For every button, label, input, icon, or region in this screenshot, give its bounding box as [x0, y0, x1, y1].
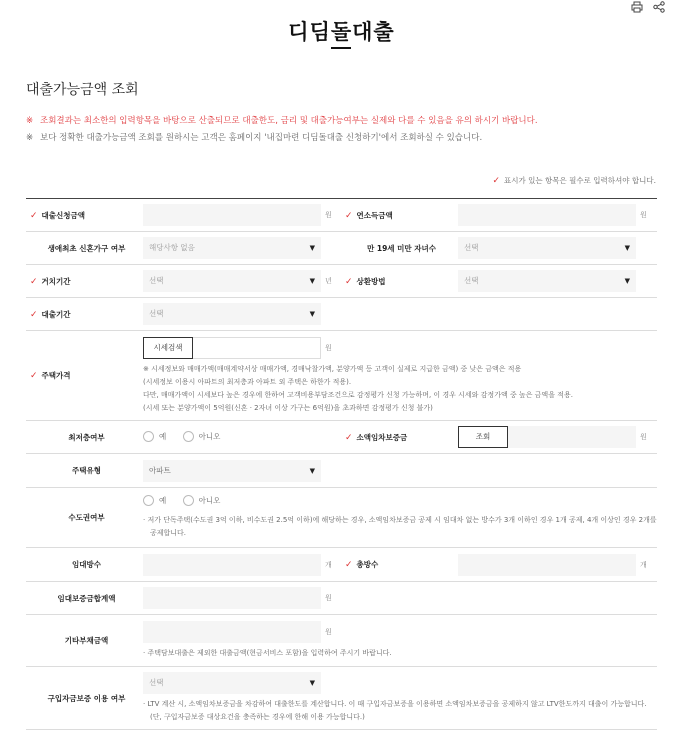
dropdown-arrow-icon: ▼ [309, 310, 315, 318]
loan-form-table: ✓ 대출신청금액 원 ✓ 연소득금액 원 생애최초 신혼가구 여부 해당사항 없음 ▼ 만 19세 미만 자녀수 선택 ▼ ✓ 거치기간 선택 ▼ 년 ✓ 상환방법 선택 ▼ ✓ 대출기간 선택 ▼ ✓ 주택가격 시세검색 원 ※ 시세정보와 매매가액(매매계약서상 매매가액, 경매낙찰가액, 분양가액 등 고객이 실제로 지급한 금액) 중 낮은 금액은 적용 (시세정보 이용시 아파트의 최저층과 아파트 외 주택은 하한가 적용). 다만, 매매가액이 시세보다 높은 경우에 한하여 고객비용부담조건으로 감정평가 신청 가능하며, 이 경우 시세와 감정가액 중 높은 금액을 적용. (시세 또는 분양가액이 5억원(신혼 · 2자녀 이상 가구는 6억원)을 초과하면 감정평가 신청 불가) 최저층여부 예 아니오 ✓ 소액임차보증금 조회 원 주택유형 아파트 ▼ 수도권여부 예 아니오 · 저가 단독주택(수도권 3억 이하, 비수도권 2.5억 이하)에 해당하는 경우, 소액임차보증금 공제 시 임대차 없는 방수가 3개 이하인 경우 1개 공제, 4개 이상인 경우 2개를 공제합니다. 임대방수 개 ✓ 총방수 개 임대보증금합계액 원 기타부채금액 원 · 주택담보대출은 제외한 대출금액(현금서비스 포함)을 입력하여 주시기 바랍니다. 구입자금보증 이용 여부 선택 ▼ · LTV 계산 시, 소액임차보증금을 차감하여 대출한도를 계산합니다. 이 때 구입자금보증을 이용하면 소액임차보증금을 공제하지 않고 LTV한도까지 대출이 가능합니다. (단, 구입자금보증 대상요건을 충족하는 경우에 한해 이용 가능합니다.) [26, 198, 657, 730]
annual-income-input[interactable] [458, 204, 636, 226]
loan-period-select[interactable]: 선택 ▼ [143, 303, 321, 325]
annual-income-label: ✓ 연소득금액 [341, 199, 458, 232]
required-check-icon: ✓ [30, 309, 38, 320]
house-price-label: ✓ 주택가격 [26, 331, 143, 421]
first-home-label: 생애최초 신혼가구 여부 [26, 232, 143, 265]
check-icon: ✓ [492, 176, 501, 186]
loan-amount-label: ✓ 대출신청금액 [26, 199, 143, 232]
other-debt-desc: · 주택담보대출은 제외한 대출금액(현금서비스 포함)을 입력하여 주시기 바랍니다. [143, 649, 392, 657]
house-type-select[interactable]: 아파트 ▼ [143, 460, 321, 482]
print-icon[interactable] [631, 1, 643, 13]
price-search-button[interactable]: 시세검색 [143, 337, 193, 359]
required-check-icon: ✓ [30, 371, 38, 381]
required-check-icon: ✓ [345, 432, 353, 443]
rent-rooms-input[interactable] [143, 554, 321, 576]
capital-area-label: 수도권여부 [26, 488, 143, 548]
lowest-floor-yes-radio[interactable]: 예 [143, 431, 166, 442]
lowest-floor-label: 최저층여부 [26, 421, 143, 454]
dropdown-arrow-icon: ▼ [309, 466, 315, 475]
capital-area-desc: · 저가 단독주택(수도권 3억 이하, 비수도권 2.5억 이하)에 해당하는 경우, 소액임차보증금 공제 시 임대차 없는 방수가 3개 이하인 경우 1개 공제, 4개 이상인 경우 2개를 공제합니다. [143, 516, 657, 537]
rent-rooms-label: 임대방수 [26, 548, 143, 582]
required-check-icon: ✓ [345, 560, 353, 570]
loan-period-label: ✓ 대출기간 [26, 298, 143, 331]
small-deposit-input[interactable] [508, 426, 636, 448]
page-title: 디딤돌대출 [288, 20, 395, 44]
total-rooms-input[interactable] [458, 554, 636, 576]
notice-item: ※ 보다 정확한 대출가능금액 조회를 원하시는 고객은 홈페이지 '내집마련 디딤돌대출 신청하기'에서 조회하실 수 있습니다. [26, 133, 483, 143]
total-rooms-label: ✓ 총방수 [341, 548, 458, 582]
dropdown-arrow-icon: ▼ [309, 277, 315, 285]
dropdown-arrow-icon: ▼ [309, 244, 315, 252]
dropdown-arrow-icon: ▼ [624, 244, 630, 252]
other-debt-label: 기타부채금액 [26, 615, 143, 667]
section-title: 대출가능금액 조회 [26, 82, 139, 98]
small-deposit-lookup-button[interactable]: 조회 [458, 426, 508, 448]
notice-item: ※ 조회결과는 최소한의 입력항목을 바탕으로 산출되므로 대출한도, 금리 및 대출가능여부는 실제와 다를 수 있음을 유의 하시기 바랍니다. [26, 116, 538, 126]
rent-deposit-total-input[interactable] [143, 587, 321, 609]
title-underline [331, 47, 351, 49]
notice-list [26, 113, 538, 147]
dropdown-arrow-icon: ▼ [624, 277, 630, 285]
purchase-guarantee-label: 구입자금보증 이용 여부 [26, 667, 143, 730]
first-home-select[interactable]: 해당사항 없음 ▼ [143, 237, 321, 259]
children-select[interactable]: 선택 ▼ [458, 237, 636, 259]
required-check-icon: ✓ [345, 210, 353, 221]
children-label: 만 19세 미만 자녀수 [341, 232, 458, 265]
capital-area-yes-radio[interactable]: 예 [143, 495, 166, 506]
rent-deposit-total-label: 임대보증금합계액 [26, 582, 143, 615]
share-icon[interactable] [653, 1, 665, 13]
other-debt-input[interactable] [143, 621, 321, 643]
lowest-floor-no-radio[interactable]: 아니오 [183, 431, 221, 442]
loan-amount-input[interactable] [143, 204, 321, 226]
repayment-label: ✓ 상환방법 [341, 265, 458, 298]
repayment-select[interactable]: 선택 ▼ [458, 270, 636, 292]
required-check-icon: ✓ [30, 276, 38, 287]
dropdown-arrow-icon: ▼ [309, 679, 315, 687]
small-deposit-label: ✓ 소액임차보증금 [341, 421, 458, 454]
house-type-label: 주택유형 [26, 454, 143, 488]
required-note: ✓ 표시가 있는 항목은 필수로 입력하셔야 합니다. [492, 176, 656, 186]
required-check-icon: ✓ [345, 276, 353, 287]
purchase-guarantee-desc: · LTV 계산 시, 소액임차보증금을 차감하여 대출한도를 계산합니다. 이 때 구입자금보증을 이용하면 소액임차보증금을 공제하지 않고 LTV한도까지 대출이 가능합니다. (단, 구입자금보증 대상요건을 충족하는 경우에 한해 이용 가능합니다.) [143, 700, 647, 721]
purchase-guarantee-select[interactable]: 선택 ▼ [143, 672, 321, 694]
capital-area-no-radio[interactable]: 아니오 [183, 495, 221, 506]
house-price-desc: ※ 시세정보와 매매가액(매매계약서상 매매가액, 경매낙찰가액, 분양가액 등 고객이 실제로 지급한 금액) 중 낮은 금액은 적용 (시세정보 이용시 아파트의 최저층과 아파트 외 주택은 하한가 적용). 다만, 매매가액이 시세보다 높은 경우에 한하여 고객비용부담조건으로 감정평가 신청 가능하며, 이 경우 시세와 감정가액 중 높은 금액을 적용. (시세 또는 분양가액이 5억원(신혼 · 2자녀 이상 가구는 6억원)을 초과하면 감정평가 신청 불가) [143, 364, 573, 412]
required-check-icon: ✓ [30, 210, 38, 221]
residence-period-select[interactable]: 선택 ▼ [143, 270, 321, 292]
residence-period-label: ✓ 거치기간 [26, 265, 143, 298]
house-price-input[interactable] [193, 337, 321, 359]
